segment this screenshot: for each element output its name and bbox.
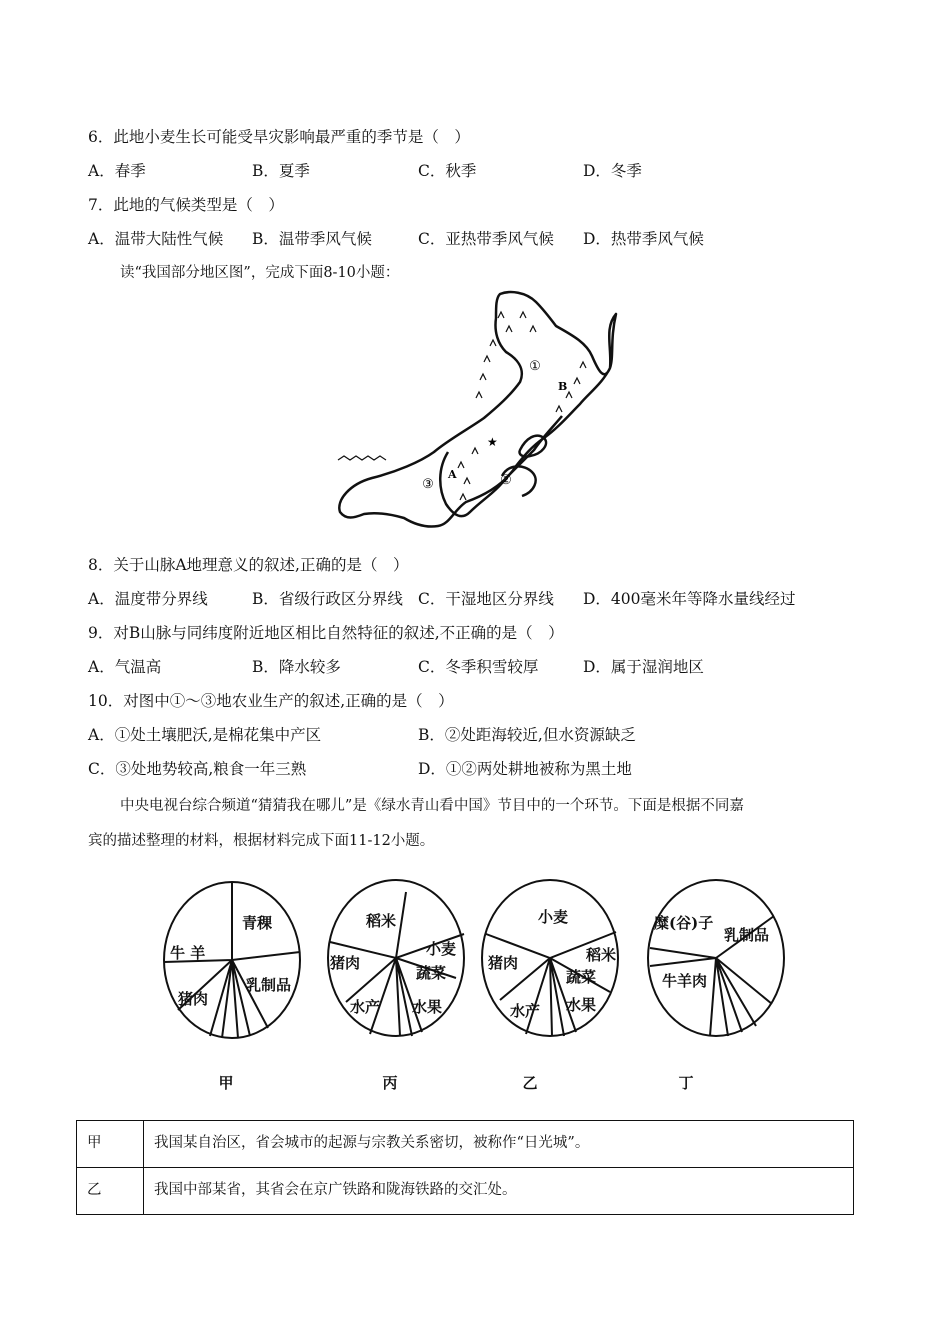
q6-option-a: A．春季: [88, 162, 146, 180]
pie-yi-label-5: 水果: [566, 996, 597, 1014]
region-map: [330, 288, 630, 538]
pie-bing-label-1: 小麦: [426, 940, 457, 958]
q10-option-a: A．①处土壤肥沃,是棉花集中产区: [88, 726, 322, 744]
table-value: 我国某自治区，省会城市的起源与宗教关系密切，被称作“日光城”。: [144, 1121, 854, 1168]
q9-option-a: A．气温高: [88, 658, 162, 676]
table-row: [77, 1121, 854, 1168]
question-10: 10．对图中①～③地农业生产的叙述,正确的是（ ）: [88, 692, 454, 710]
pie-caption-yi: 乙: [522, 1074, 538, 1092]
pie-bing-label-0: 稻米: [366, 912, 397, 930]
pie-ding-label-2: 牛羊肉: [662, 972, 708, 990]
question-7: 7．此地的气候类型是（ ）: [88, 196, 284, 214]
map-star: ★: [487, 435, 498, 449]
pie-caption-ding: 丁: [678, 1074, 694, 1092]
pie-bing-label-2: 猪肉: [330, 954, 361, 972]
q8-option-c: C．干湿地区分界线: [418, 590, 554, 608]
q9-option-c: C．冬季积雪较厚: [418, 658, 539, 676]
pie-yi-label-1: 稻米: [586, 946, 617, 964]
q8-option-d: D．400毫米年等降水量线经过: [583, 590, 796, 608]
food-pie-charts: [150, 872, 800, 1102]
pie-yi-label-2: 猪肉: [488, 954, 519, 972]
q10-option-d: D．①②两处耕地被称为黑土地: [418, 760, 632, 778]
intro-11-12-line2: 宾的描述整理的材料，根据材料完成下面11-12小题。: [88, 833, 435, 849]
pie-jia-label-1: 牛 羊: [170, 944, 206, 962]
pie-bing-label-5: 水果: [412, 998, 443, 1016]
q7-option-d: D．热带季风气候: [583, 230, 704, 248]
q9-option-d: D．属于湿润地区: [583, 658, 704, 676]
q7-option-b: B．温带季风气候: [252, 230, 372, 248]
table-key: 甲: [77, 1121, 144, 1168]
q9-option-b: B．降水较多: [252, 658, 341, 676]
map-label-1: ①: [529, 359, 541, 374]
pie-yi-label-0: 小麦: [538, 908, 569, 926]
clue-table: [76, 1120, 854, 1215]
table-key: 乙: [77, 1168, 144, 1215]
pie-caption-jia: 甲: [218, 1074, 234, 1092]
pie-yi-label-4: 水产: [510, 1002, 541, 1020]
map-label-a: A: [448, 468, 457, 481]
question-9: 9．对B山脉与同纬度附近地区相比自然特征的叙述,不正确的是（ ）: [88, 624, 564, 642]
q7-option-a: A．温带大陆性气候: [88, 230, 224, 248]
pie-ding-label-0: 糜(谷)子: [654, 914, 714, 932]
q10-option-c: C．③处地势较高,粮食一年三熟: [88, 760, 307, 778]
table-row: [77, 1168, 854, 1215]
q7-option-c: C．亚热带季风气候: [418, 230, 554, 248]
intro-8-10: 读“我国部分地区图”，完成下面8-10小题：: [120, 265, 400, 281]
map-label-3: ③: [422, 477, 434, 492]
pie-bing-label-3: 蔬菜: [416, 964, 447, 982]
map-outline: [339, 292, 616, 526]
q6-option-b: B．夏季: [252, 162, 310, 180]
pie-ding-label-1: 乳制品: [724, 926, 770, 944]
q6-option-c: C．秋季: [418, 162, 477, 180]
table-value: 我国中部某省，其省会在京广铁路和陇海铁路的交汇处。: [144, 1168, 854, 1215]
pie-jia-label-3: 猪肉: [178, 990, 209, 1008]
q10-option-b: B．②处距海较近,但水资源缺乏: [418, 726, 636, 744]
q6-option-d: D．冬季: [583, 162, 642, 180]
pie-ding: [648, 880, 784, 1036]
q8-option-b: B．省级行政区分界线: [252, 590, 403, 608]
pie-yi-label-3: 蔬菜: [566, 968, 597, 986]
map-label-2: ②: [500, 473, 512, 488]
q8-option-a: A．温度带分界线: [88, 590, 208, 608]
map-label-b: B: [558, 380, 568, 393]
question-6: 6．此地小麦生长可能受旱灾影响最严重的季节是（ ）: [88, 128, 470, 146]
pie-jia-label-0: 青稞: [242, 914, 273, 932]
pie-bing-label-4: 水产: [350, 998, 381, 1016]
pie-jia-label-2: 乳制品: [246, 976, 292, 994]
pie-caption-bing: 丙: [382, 1074, 398, 1092]
question-8: 8．关于山脉A地理意义的叙述,正确的是（ ）: [88, 556, 409, 574]
intro-11-12-line1: 中央电视台综合频道“猜猜我在哪儿”是《绿水青山看中国》节目中的一个环节。下面是根据不同嘉: [120, 798, 744, 814]
